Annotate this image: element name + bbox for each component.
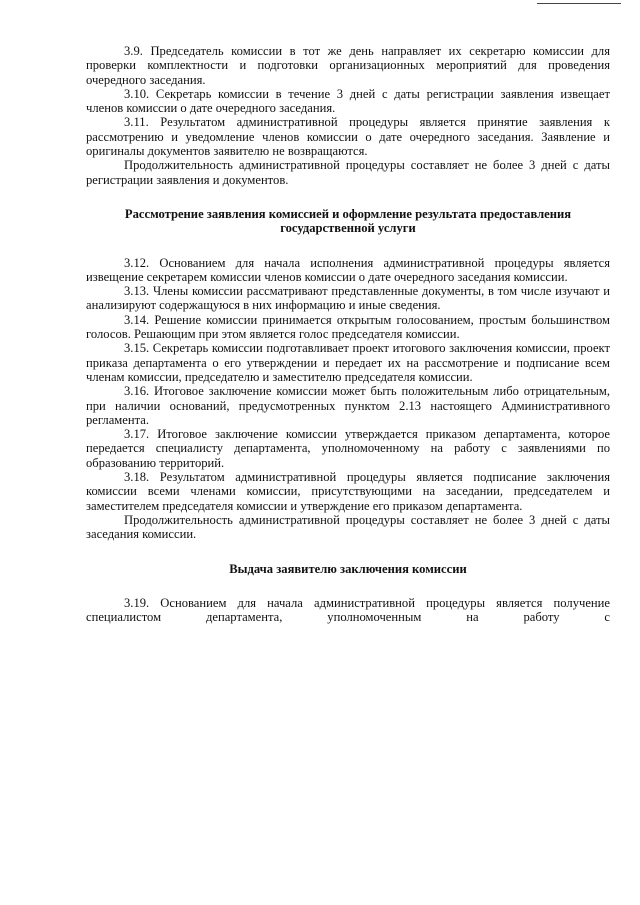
paragraph-3-14: 3.14. Решение комиссии принимается открытым голосованием, простым большинством голосов. Решающим при этом является голос председателя комиссии. [86,312,610,342]
paragraph-duration-2: Продолжительность административной процедуры составляет не более 3 дней с даты заседания комиссии. [86,512,610,542]
paragraph-3-16: 3.16. Итоговое заключение комиссии может быть положительным либо отрицательным, при наличии оснований, предусмотренных пунктом 2.13 настоящего Административного регламента. [86,384,610,427]
page-edge-mark [537,3,621,4]
paragraph-3-18: 3.18. Результатом административной процедуры является подписание заключения комиссии всеми членами комиссии, присутствующими на заседании, председателем и заместителем председателя комиссии и утверждение его приказом департамента. [86,470,610,513]
paragraph-3-12: 3.12. Основанием для начала исполнения административной процедуры является извещение секретарем комиссии членов комиссии о дате очередного заседания комиссии. [86,255,610,284]
paragraph-3-15: 3.15. Секретарь комиссии подготавливает проект итогового заключения комиссии, проект приказа департамента о его утверждении и передает их на рассмотрение и подписание всем членам комиссии, председателю и заместителю председателя комиссии. [86,341,610,384]
section-heading-issuance: Выдача заявителю заключения комиссии [229,561,467,576]
section-heading-review: Рассмотрение заявления комиссией и оформление результата предоставления государственной услуги [124,206,572,236]
paragraph-3-13: 3.13. Члены комиссии рассматривают представленные документы, в том числе изучают и анализируют содержащуюся в них информацию и иные сведения. [86,284,610,313]
document-page [86,44,610,624]
paragraph-3-11: 3.11. Результатом административной процедуры является принятие заявления к рассмотрению и уведомление членов комиссии о дате очередного заседания. Заявление и оригиналы документов заявителю не возвращаются. [86,115,610,159]
paragraph-3-9: 3.9. Председатель комиссии в тот же день направляет их секретарю комиссии для проверки комплектности и подготовки организационных мероприятий для проведения очередного заседания. [86,44,610,87]
paragraph-3-17: 3.17. Итоговое заключение комиссии утверждается приказом департамента, которое передается специалисту департамента, уполномоченному на работу с заявлениями по образованию территорий. [86,427,610,470]
paragraph-duration-1: Продолжительность административной процедуры составляет не более 3 дней с даты регистрации заявления и документов. [86,158,610,187]
paragraph-3-19: 3.19. Основанием для начала административной процедуры является получение специалистом департамента, уполномоченным на работу с [86,595,610,625]
paragraph-3-10: 3.10. Секретарь комиссии в течение 3 дней с даты регистрации заявления извещает членов комиссии о дате очередного заседания. [86,86,610,116]
